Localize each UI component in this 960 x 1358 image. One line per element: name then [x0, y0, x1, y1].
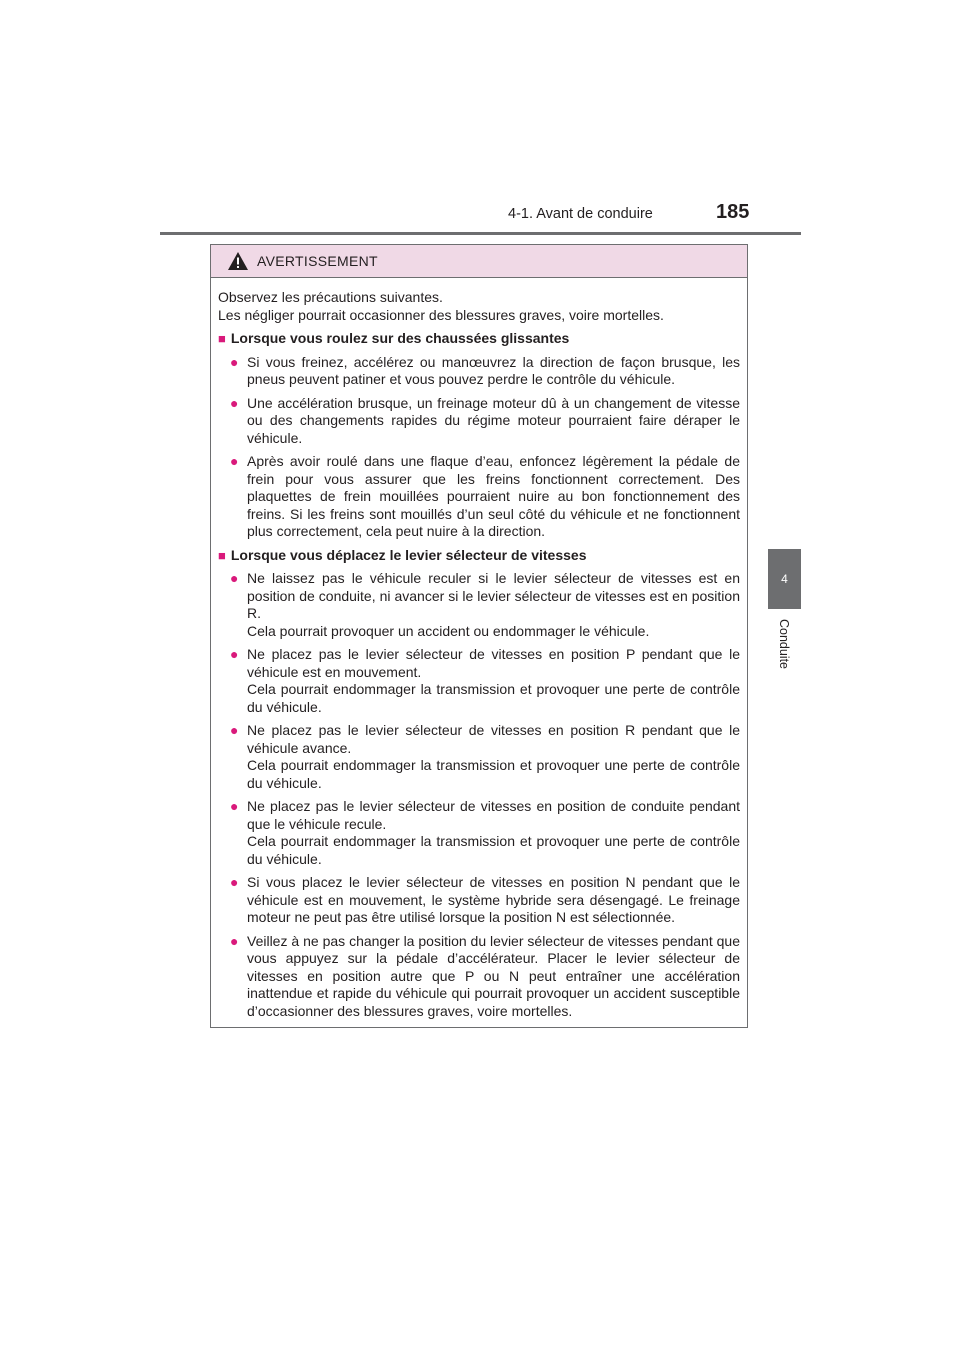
bullet-text	[247, 354, 740, 389]
bullet-paragraph: Cela pourrait endommager la transmission et provoquer une perte de contrôle du véhicule.	[247, 833, 740, 867]
bullet-item	[218, 646, 740, 716]
warning-triangle-icon	[227, 251, 249, 271]
page-number: 185	[716, 201, 750, 223]
bullet-paragraph: Ne placez pas le levier sélecteur de vitesses en position P pendant que le véhicule est en mouvement.	[247, 646, 740, 680]
bullet-paragraph: Veillez à ne pas changer la position du levier sélecteur de vitesses pendant que vous appuyez sur la pédale d’accélérateur. Placer le levier sélecteur de vitesses en position autre que P ou N peut entraîner une accélération inattendue et rapide du véhicule qui pourrait provoquer un accident susceptible d’occasionner des blessures graves, voire mortelles.	[247, 932, 740, 1019]
section-title-text: Lorsque vous roulez sur des chaussées glissantes	[230, 330, 570, 346]
bullet-item	[218, 933, 740, 1021]
bullet-item	[218, 798, 740, 868]
section-title	[218, 547, 740, 565]
bullet-paragraph: Ne laissez pas le véhicule reculer si le levier sélecteur de vitesses est en position de conduite, ni avancer si le levier sélecteur de vitesses est en position R.	[247, 570, 740, 621]
bullet-paragraph: Cela pourrait endommager la transmission et provoquer une perte de contrôle du véhicule.	[247, 757, 740, 791]
bullet-item	[218, 395, 740, 448]
bullet-item	[218, 453, 740, 541]
round-bullet-icon: ●	[230, 570, 239, 586]
square-bullet-icon: ■	[218, 331, 226, 346]
round-bullet-icon: ●	[230, 453, 239, 469]
warning-box	[210, 244, 748, 1028]
round-bullet-icon: ●	[230, 646, 239, 662]
round-bullet-icon: ●	[230, 394, 239, 411]
chapter-label	[776, 612, 793, 676]
bullet-text	[247, 874, 740, 927]
bullet-text	[247, 453, 740, 541]
chapter-label-text: Conduite	[777, 618, 792, 670]
warning-section	[218, 547, 740, 1021]
bullet-item	[218, 570, 740, 640]
section-title-text: Lorsque vous déplacez le levier sélecteur de vitesses	[230, 546, 587, 563]
bullet-item	[218, 722, 740, 792]
bullet-item	[218, 354, 740, 389]
header-rule	[160, 232, 801, 235]
bullet-paragraph: Ne placez pas le levier sélecteur de vitesses en position R pendant que le véhicule avance.	[247, 722, 740, 756]
round-bullet-icon: ●	[230, 798, 239, 814]
bullet-text	[247, 722, 740, 792]
bullet-paragraph: Cela pourrait provoquer un accident ou endommager le véhicule.	[247, 622, 650, 639]
warning-title: AVERTISSEMENT	[257, 253, 378, 269]
bullet-text	[247, 798, 740, 868]
bullet-text	[247, 395, 740, 448]
bullet-item	[218, 874, 740, 927]
bullet-paragraph: Une accélération brusque, un freinage moteur dû à un changement de vitesse ou des changements rapides du régime moteur pourraient faire déraper le véhicule.	[247, 394, 740, 446]
intro-line: Observez les précautions suivantes.	[218, 289, 443, 305]
bullet-paragraph: Si vous placez le levier sélecteur de vitesses en position N pendant que le véhicule est en mouvement, le système hybride sera désengagé. Le freinage moteur ne peut pas être utilisé lorsque la position N est sélectionnée.	[247, 874, 740, 925]
intro-line: Les négliger pourrait occasionner des blessures graves, voire mortelles.	[218, 306, 664, 323]
warning-intro	[218, 289, 740, 324]
section-title	[218, 330, 740, 348]
bullet-paragraph: Ne placez pas le levier sélecteur de vitesses en position de conduite pendant que le véhicule recule.	[247, 798, 740, 832]
warning-banner	[211, 245, 747, 278]
bullet-paragraph: Cela pourrait endommager la transmission et provoquer une perte de contrôle du véhicule.	[247, 681, 740, 715]
warning-sections	[218, 330, 740, 1020]
round-bullet-icon: ●	[230, 874, 239, 890]
bullet-text	[247, 933, 740, 1021]
bullet-text	[247, 570, 740, 640]
round-bullet-icon: ●	[230, 722, 239, 738]
section-heading: 4-1. Avant de conduire	[508, 206, 653, 222]
square-bullet-icon: ■	[218, 547, 226, 563]
bullet-paragraph: Après avoir roulé dans une flaque d’eau, enfoncez légèrement la pédale de frein pour vous assurer que les freins fonctionnent correctement. Des plaquettes de frein mouillées pourraient nuire au bon fonctionnement des freins. Si les freins sont mouillés d’un seul côté du véhicule et ne fonctionnent plus correctement, cela peut nuire à la direction.	[247, 453, 740, 539]
warning-body	[211, 278, 747, 1020]
chapter-number: 4	[781, 572, 788, 586]
warning-section	[218, 330, 740, 541]
round-bullet-icon: ●	[230, 353, 239, 370]
bullet-paragraph: Si vous freinez, accélérez ou manœuvrez la direction de façon brusque, les pneus peuvent patiner et vous pouvez perdre le contrôle du véhicule.	[247, 353, 740, 387]
bullet-text	[247, 646, 740, 716]
round-bullet-icon: ●	[230, 932, 239, 949]
chapter-tab	[768, 549, 801, 609]
